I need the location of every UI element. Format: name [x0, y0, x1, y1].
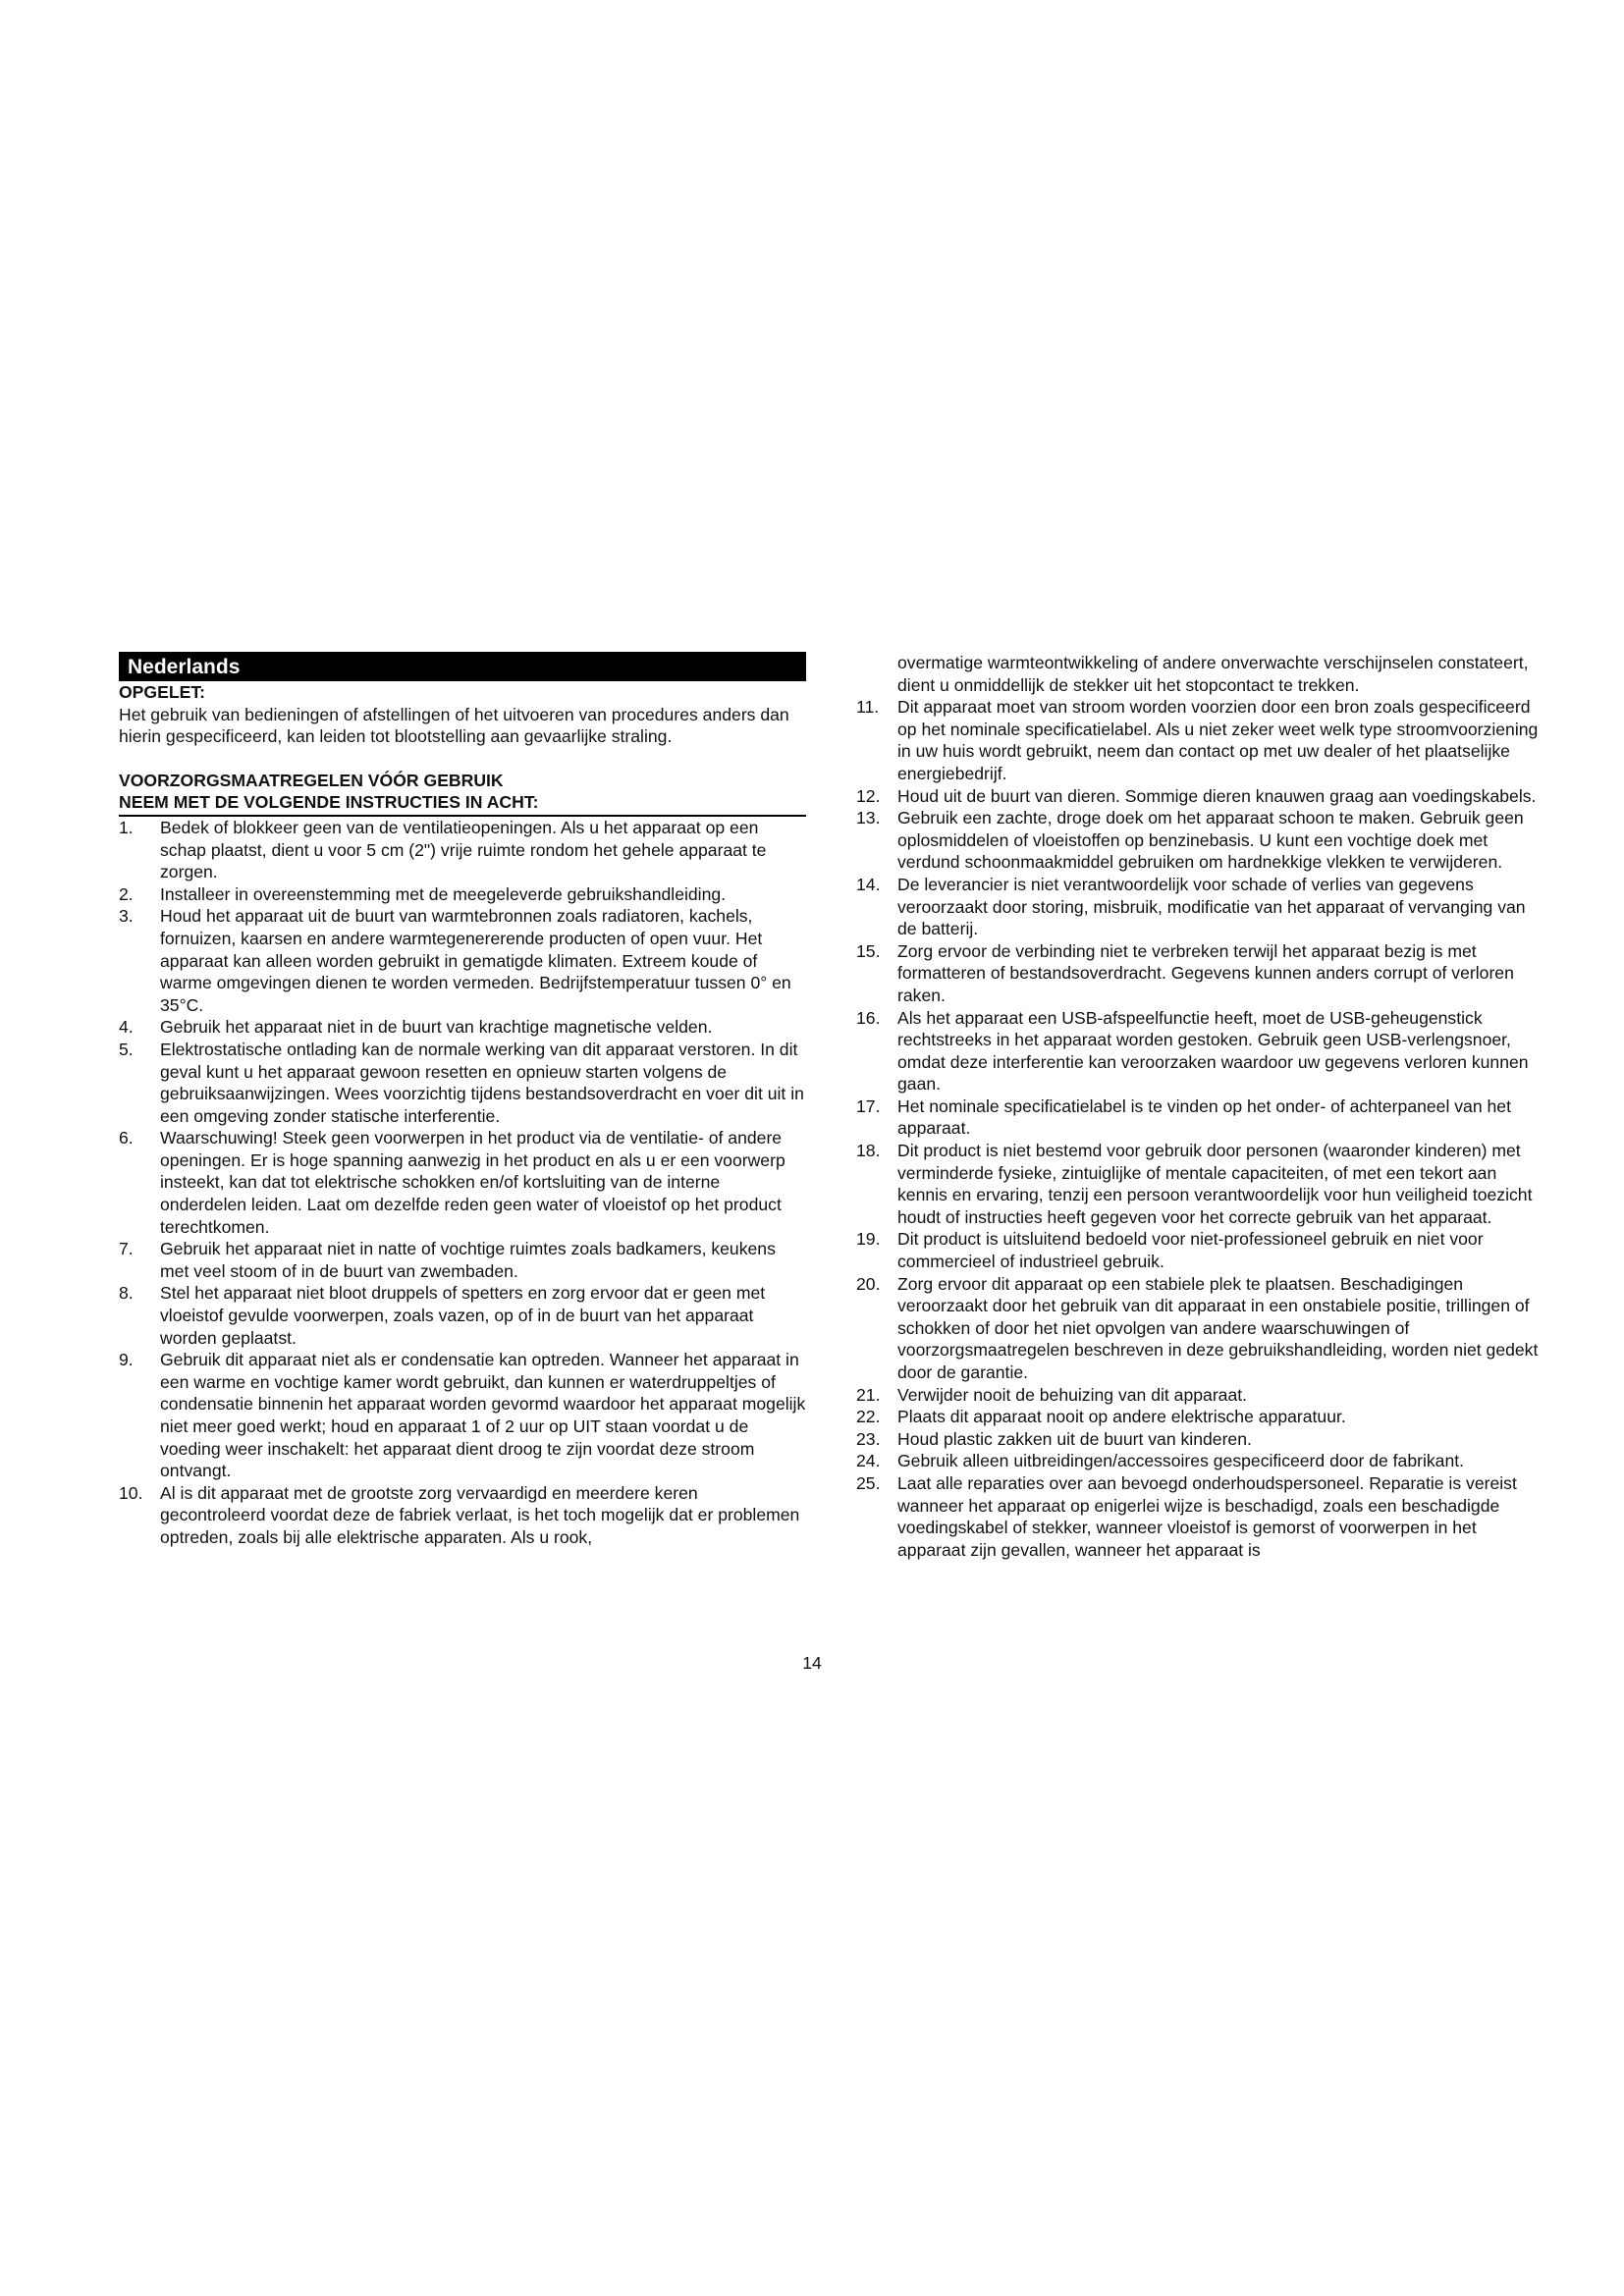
item-10-continued: overmatige warmteontwikkeling of andere onverwachte verschijnselen constateert, dient u onmiddellijk de stekker uit het stopcontact te trekken. [897, 653, 1529, 695]
left-column [119, 652, 806, 1549]
list-item [119, 1482, 806, 1549]
item-number: 14. [856, 874, 881, 894]
item-text: Stel het apparaat niet bloot druppels of spetters en zorg ervoor dat er geen met vloeistof gevulde voorwerpen, zoals vazen, op of in de buurt van het apparaat worden geplaatst. [160, 1283, 766, 1348]
item-text: Gebruik alleen uitbreidingen/accessoires gespecificeerd door de fabrikant. [897, 1451, 1465, 1471]
list-item [119, 1127, 806, 1238]
item-text: Dit product is uitsluitend bedoeld voor niet-professioneel gebruik en niet voor commercieel of industrieel gebruik. [897, 1229, 1484, 1272]
item-number: 19. [856, 1229, 881, 1250]
right-column [856, 652, 1542, 1561]
item-text: Laat alle reparaties over aan bevoegd onderhoudspersoneel. Reparatie is vereist wanneer het apparaat op enigerlei wijze is beschadigd, zoals een beschadigde voedingskabel of stekker, wanneer vloeistof is gemorst of voorwerpen in het apparaat zijn gevallen, wanneer het apparaat is [897, 1472, 1517, 1560]
item-text: Houd plastic zakken uit de buurt van kinderen. [897, 1428, 1252, 1449]
item-number: 4. [119, 1017, 134, 1038]
caution-text: Het gebruik van bedieningen of afstellingen of het uitvoeren van procedures anders dan hierin gespecificeerd, kan leiden tot blootstelling aan gevaarlijke straling. [119, 704, 789, 747]
item-number: 5. [119, 1039, 134, 1059]
item-text: Dit apparaat moet van stroom worden voorzien door een bron zoals gespecificeerd op het nominale specificatielabel. Als u niet zeker weet welk type stroomvoorziening in uw huis wordt gebruikt, neem dan contact op met uw dealer of het plaatselijke energiebedrijf. [897, 697, 1539, 783]
item-text: Plaats dit apparaat nooit op andere elektrische apparatuur. [897, 1407, 1346, 1427]
item-text: Houd uit de buurt van dieren. Sommige dieren knauwen graag aan voedingskabels. [897, 785, 1537, 806]
item-number: 3. [119, 906, 134, 927]
item-text: Gebruik het apparaat niet in natte of vochtige ruimtes zoals badkamers, keukens met veel stoom of in de buurt van zwembaden. [160, 1239, 776, 1281]
item-number: 12. [856, 785, 881, 806]
item-text: Zorg ervoor dit apparaat op een stabiele plek te plaatsen. Beschadigingen veroorzaakt door het gebruik van dit apparaat in een onstabiele positie, trillingen of schokken of door het niet opvolgen van andere waarschuwingen of voorzorgsmaatregelen beschreven in deze gebruikshandleiding, worden niet gedekt door de garantie. [897, 1273, 1539, 1382]
item-number: 11. [856, 697, 880, 718]
list-item [119, 883, 806, 906]
list-item [856, 1406, 1542, 1428]
list-item [856, 696, 1542, 784]
item-number: 15. [856, 940, 881, 961]
item-text: Houd het apparaat uit de buurt van warmtebronnen zoals radiatoren, kachels, fornuizen, kaarsen en andere warmtegenererende producten of open vuur. Het apparaat kan alleen worden gebruikt in gematigde klimaten. Extreem koude of warme omgevingen dienen te worden vermeden. Bedrijfstemperatuur tussen 0° en 35°C. [160, 906, 791, 1015]
item-number: 6. [119, 1128, 134, 1148]
item-text: Dit product is niet bestemd voor gebruik door personen (waaronder kinderen) met verminderde fysieke, zintuiglijke of mentale capaciteiten, of met een tekort aan kennis en ervaring, tenzij een persoon verantwoordelijk voor hun veiligheid toezicht houdt of instructies heeft gegeven voor het correcte gebruik van het apparaat. [897, 1141, 1533, 1227]
list-item [856, 1095, 1542, 1140]
item-number: 24. [856, 1451, 881, 1471]
item-text: Bedek of blokkeer geen van de ventilatieopeningen. Als u het apparaat op een schap plaatst, dient u voor 5 cm (2") vrije ruimte rondom het gehele apparaat te zorgen. [160, 817, 767, 882]
instructions-heading: NEEM MET DE VOLGENDE INSTRUCTIES IN ACHT: [119, 791, 806, 817]
item-number: 8. [119, 1283, 134, 1304]
item-number: 17. [856, 1095, 881, 1116]
item-text: Verwijder nooit de behuizing van dit apparaat. [897, 1384, 1248, 1405]
list-item [856, 785, 1542, 808]
caution-title: OPGELET: [119, 682, 205, 702]
list-item [119, 1349, 806, 1482]
list-item [856, 1472, 1542, 1561]
item-number: 7. [119, 1239, 134, 1259]
instruction-list-right [856, 696, 1542, 1561]
item-number: 18. [856, 1141, 881, 1161]
section-title: VOORZORGSMAATREGELEN VÓÓR GEBRUIK [119, 770, 504, 790]
list-item [119, 1039, 806, 1127]
item-number: 2. [119, 883, 134, 904]
list-item [119, 905, 806, 1016]
item-number: 1. [119, 817, 134, 837]
item-number: 20. [856, 1273, 881, 1294]
list-item [119, 1238, 806, 1282]
item-text: Gebruik dit apparaat niet als er condensatie kan optreden. Wanneer het apparaat in een warme en vochtige kamer wordt gebruikt, dan kunnen er waterdruppeltjes of condensatie binnenin het apparaat worden gevormd waardoor het apparaat mogelijk niet meer goed werkt; houd en apparaat 1 of 2 uur op UIT staan voordat u de voeding weer inschakelt: het apparaat dient droog te zijn voordat deze stroom ontvangt. [160, 1350, 806, 1481]
list-item [856, 1273, 1542, 1384]
list-item [856, 874, 1542, 940]
item-text: Installeer in overeenstemming met de meegeleverde gebruikshandleiding. [160, 883, 727, 904]
item-text: Al is dit apparaat met de grootste zorg vervaardigd en meerdere keren gecontroleerd voordat deze de fabriek verlaat, is het toch mogelijk dat er problemen optreden, zoals bij alle elektrische apparaten. Als u rook, [160, 1482, 800, 1547]
item-number: 21. [856, 1384, 881, 1405]
list-item [856, 1384, 1542, 1407]
item-number: 10. [119, 1482, 143, 1503]
item-text: Het nominale specificatielabel is te vinden op het onder- of achterpaneel van het apparaat. [897, 1095, 1511, 1139]
item-number: 9. [119, 1350, 134, 1370]
item-text: De leverancier is niet verantwoordelijk voor schade of verlies van gegevens veroorzaakt door storing, misbruik, modificatie van het apparaat of vervanging van de batterij. [897, 874, 1526, 939]
item-text: Gebruik het apparaat niet in de buurt van krachtige magnetische velden. [160, 1017, 713, 1038]
item-number: 13. [856, 808, 881, 828]
list-item [856, 940, 1542, 1007]
list-item [856, 1007, 1542, 1095]
item-text: Als het apparaat een USB-afspeelfunctie heeft, moet de USB-geheugenstick rechtstreeks in het apparaat worden gestoken. Gebruik geen USB-verlengsnoer, omdat deze interferentie kan veroorzaken waardoor uw gegevens verloren kunnen gaan. [897, 1007, 1529, 1095]
language-header: Nederlands [119, 652, 806, 681]
item-text: Gebruik een zachte, droge doek om het apparaat schoon te maken. Gebruik geen oplosmiddelen of vloeistoffen op benzinebasis. U kunt een vochtige doek met verdund schoonmaakmiddel gebruiken om hardnekkige vlekken te verwijderen. [897, 808, 1524, 873]
list-item [856, 1450, 1542, 1472]
item-text: Waarschuwing! Steek geen voorwerpen in het product via de ventilatie- of andere openingen. Er is hoge spanning aanwezig in het product en als u er een voorwerp insteekt, kan dat tot elektrische schokken en/of kortsluiting van de interne onderdelen leiden. Laat om dezelfde reden geen water of vloeistof op het product terechtkomen. [160, 1128, 785, 1237]
instruction-list-left [119, 817, 806, 1549]
list-item [119, 1016, 806, 1039]
item-text: Elektrostatische ontlading kan de normale werking van dit apparaat verstoren. In dit geval kunt u het apparaat gewoon resetten en opnieuw starten volgens de gebruiksaanwijzingen. Wees voorzichtig tijdens bestandsoverdracht en voer dit uit in een omgeving zonder statische interferentie. [160, 1039, 804, 1126]
list-item [856, 1140, 1542, 1228]
list-item [856, 807, 1542, 874]
list-item [856, 1428, 1542, 1451]
item-text: Zorg ervoor de verbinding niet te verbreken terwijl het apparaat bezig is met formatteren of bestandsoverdracht. Gegevens kunnen anders corrupt of verloren raken. [897, 940, 1514, 1005]
item-number: 23. [856, 1428, 881, 1449]
list-item [856, 1228, 1542, 1272]
list-item [119, 1282, 806, 1349]
spacer [119, 748, 806, 770]
item-number: 16. [856, 1007, 881, 1028]
item-number: 25. [856, 1472, 881, 1493]
page-number: 14 [802, 1653, 822, 1673]
list-item [119, 817, 806, 883]
item-number: 22. [856, 1407, 881, 1427]
